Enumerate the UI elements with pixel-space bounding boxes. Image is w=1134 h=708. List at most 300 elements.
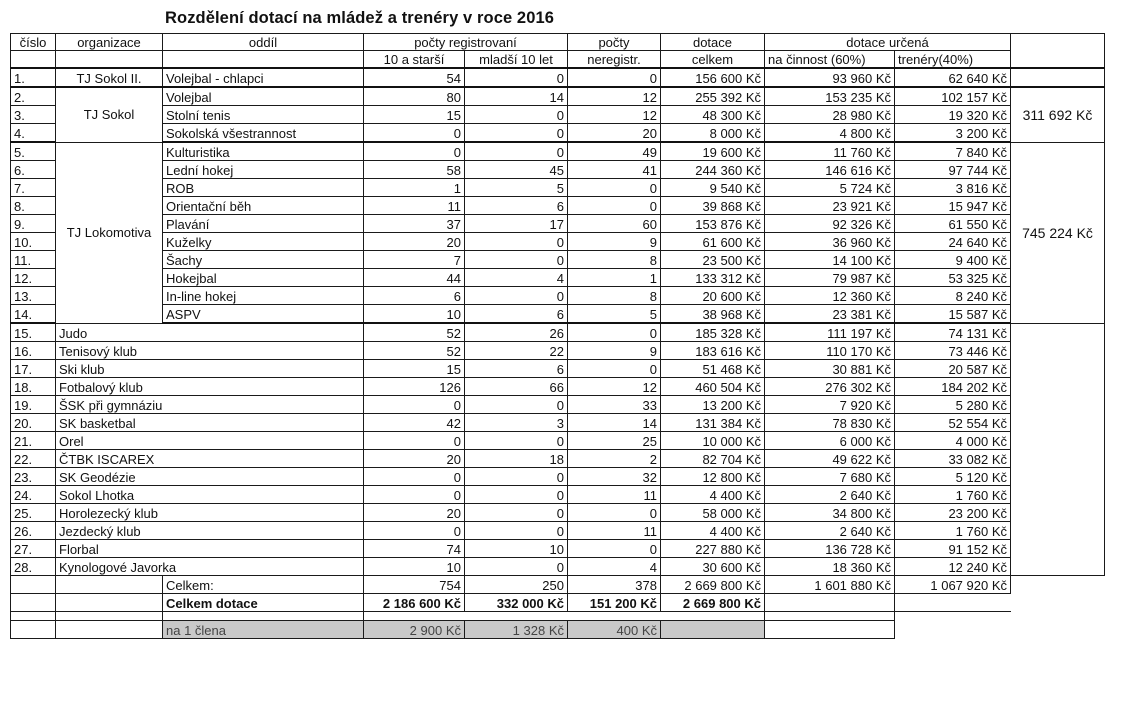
totals-dotace-empty: [56, 594, 163, 612]
row-10-a-starsi: 0: [364, 142, 465, 161]
row-neregistr: 12: [568, 87, 661, 106]
totals-dotace-neregistr: 151 200 Kč: [568, 594, 661, 612]
row-trenery: 3 816 Kč: [895, 179, 1011, 197]
row-na-cinnost: 4 800 Kč: [765, 124, 895, 143]
row-10-a-starsi: 7: [364, 251, 465, 269]
row-trenery: 33 082 Kč: [895, 450, 1011, 468]
row-neregistr: 0: [568, 323, 661, 342]
row-number: 3.: [11, 106, 56, 124]
row-trenery: 19 320 Kč: [895, 106, 1011, 124]
spacer-row: [11, 612, 1105, 621]
table-row: [11, 396, 1105, 414]
row-dotace-celkem: 58 000 Kč: [661, 504, 765, 522]
table-row: [11, 87, 1105, 106]
row-mladsi-10: 0: [465, 233, 568, 251]
row-dotace-celkem: 227 880 Kč: [661, 540, 765, 558]
spacer-cell: [465, 612, 568, 621]
row-club: Ski klub: [56, 360, 364, 378]
row-dotace-celkem: 255 392 Kč: [661, 87, 765, 106]
row-neregistr: 12: [568, 378, 661, 396]
row-dotace-celkem: 244 360 Kč: [661, 161, 765, 179]
row-na-cinnost: 14 100 Kč: [765, 251, 895, 269]
row-neregistr: 5: [568, 305, 661, 324]
per-member-empty: [56, 621, 163, 639]
header-dotace: dotace: [661, 34, 765, 51]
row-10-a-starsi: 15: [364, 360, 465, 378]
row-na-cinnost: 153 235 Kč: [765, 87, 895, 106]
row-dotace-celkem: 4 400 Kč: [661, 522, 765, 540]
row-organization: TJ Sokol II.: [56, 68, 163, 87]
row-dotace-celkem: 8 000 Kč: [661, 124, 765, 143]
row-na-cinnost: 93 960 Kč: [765, 68, 895, 87]
row-na-cinnost: 92 326 Kč: [765, 215, 895, 233]
row-number: 15.: [11, 323, 56, 342]
row-club: Judo: [56, 323, 364, 342]
row-na-cinnost: 7 680 Kč: [765, 468, 895, 486]
row-trenery: 4 000 Kč: [895, 432, 1011, 450]
row-section: Stolní tenis: [163, 106, 364, 124]
row-mladsi-10: 45: [465, 161, 568, 179]
row-dotace-celkem: 133 312 Kč: [661, 269, 765, 287]
header-organizace: organizace: [56, 34, 163, 51]
table-row: [11, 251, 1105, 269]
row-na-cinnost: 276 302 Kč: [765, 378, 895, 396]
row-side-empty: [1011, 414, 1105, 432]
row-na-cinnost: 34 800 Kč: [765, 504, 895, 522]
spacer-cell: [661, 612, 765, 621]
per-member-empty: [1011, 621, 1105, 639]
row-side-empty: [1011, 360, 1105, 378]
row-mladsi-10: 10: [465, 540, 568, 558]
row-neregistr: 0: [568, 540, 661, 558]
row-number: 14.: [11, 305, 56, 324]
spacer-cell: [895, 612, 1011, 621]
row-trenery: 91 152 Kč: [895, 540, 1011, 558]
row-na-cinnost: 7 920 Kč: [765, 396, 895, 414]
totals-dotace-celkem: 2 669 800 Kč: [661, 576, 765, 594]
row-section: ROB: [163, 179, 364, 197]
row-number: 23.: [11, 468, 56, 486]
row-na-cinnost: 11 760 Kč: [765, 142, 895, 161]
totals-dotace-empty: [895, 594, 1011, 612]
table-row: [11, 142, 1105, 161]
row-10-a-starsi: 52: [364, 342, 465, 360]
row-dotace-celkem: 153 876 Kč: [661, 215, 765, 233]
header-sub-empty: [11, 51, 56, 69]
row-dotace-celkem: 185 328 Kč: [661, 323, 765, 342]
table-row: [11, 269, 1105, 287]
totals-dotace-celkem: 2 669 800 Kč: [661, 594, 765, 612]
row-number: 21.: [11, 432, 56, 450]
table-row: [11, 558, 1105, 576]
row-mladsi-10: 17: [465, 215, 568, 233]
row-dotace-celkem: 39 868 Kč: [661, 197, 765, 215]
row-side-empty: [1011, 522, 1105, 540]
row-mladsi-10: 0: [465, 486, 568, 504]
row-neregistr: 41: [568, 161, 661, 179]
row-mladsi-10: 0: [465, 522, 568, 540]
row-10-a-starsi: 80: [364, 87, 465, 106]
row-side-empty: [1011, 486, 1105, 504]
per-member-mladsi-10: 1 328 Kč: [465, 621, 568, 639]
row-section: ASPV: [163, 305, 364, 324]
row-number: 17.: [11, 360, 56, 378]
row-na-cinnost: 36 960 Kč: [765, 233, 895, 251]
row-dotace-celkem: 4 400 Kč: [661, 486, 765, 504]
row-section: Hokejbal: [163, 269, 364, 287]
table-row: [11, 106, 1105, 124]
header-na-cinnost: na činnost (60%): [765, 51, 895, 69]
row-10-a-starsi: 20: [364, 504, 465, 522]
row-section: Lední hokej: [163, 161, 364, 179]
row-section: Šachy: [163, 251, 364, 269]
row-section: In-line hokej: [163, 287, 364, 305]
header-10-a-starsi: 10 a starší: [364, 51, 465, 69]
row-mladsi-10: 0: [465, 287, 568, 305]
totals-na-cinnost: 1 601 880 Kč: [765, 576, 895, 594]
header-row-2: [11, 51, 1105, 69]
row-trenery: 24 640 Kč: [895, 233, 1011, 251]
row-number: 22.: [11, 450, 56, 468]
row-neregistr: 49: [568, 142, 661, 161]
row-neregistr: 4: [568, 558, 661, 576]
row-club: Tenisový klub: [56, 342, 364, 360]
row-na-cinnost: 12 360 Kč: [765, 287, 895, 305]
row-trenery: 1 760 Kč: [895, 522, 1011, 540]
row-neregistr: 9: [568, 342, 661, 360]
row-mladsi-10: 3: [465, 414, 568, 432]
row-dotace-celkem: 20 600 Kč: [661, 287, 765, 305]
table-row: [11, 197, 1105, 215]
row-dotace-celkem: 10 000 Kč: [661, 432, 765, 450]
header-pocty: počty: [568, 34, 661, 51]
row-trenery: 5 120 Kč: [895, 468, 1011, 486]
row-10-a-starsi: 42: [364, 414, 465, 432]
row-10-a-starsi: 15: [364, 106, 465, 124]
row-side-empty: [1011, 468, 1105, 486]
row-10-a-starsi: 37: [364, 215, 465, 233]
row-side-empty: [1011, 540, 1105, 558]
row-mladsi-10: 0: [465, 251, 568, 269]
table-row: [11, 215, 1105, 233]
row-na-cinnost: 111 197 Kč: [765, 323, 895, 342]
row-neregistr: 2: [568, 450, 661, 468]
row-trenery: 15 947 Kč: [895, 197, 1011, 215]
row-10-a-starsi: 58: [364, 161, 465, 179]
row-section: Kuželky: [163, 233, 364, 251]
table-row: [11, 68, 1105, 87]
row-10-a-starsi: 74: [364, 540, 465, 558]
row-club: Kynologové Javorka: [56, 558, 364, 576]
row-dotace-celkem: 156 600 Kč: [661, 68, 765, 87]
per-member-empty: [765, 621, 895, 639]
totals-dotace-empty: [765, 594, 895, 612]
row-trenery: 184 202 Kč: [895, 378, 1011, 396]
table-row: [11, 504, 1105, 522]
row-mladsi-10: 0: [465, 504, 568, 522]
header-empty: [1011, 34, 1105, 51]
row-trenery: 5 280 Kč: [895, 396, 1011, 414]
row-10-a-starsi: 10: [364, 305, 465, 324]
row-mladsi-10: 0: [465, 468, 568, 486]
row-section: Orientační běh: [163, 197, 364, 215]
row-neregistr: 8: [568, 287, 661, 305]
header-oddil: oddíl: [163, 34, 364, 51]
row-10-a-starsi: 20: [364, 450, 465, 468]
row-trenery: 73 446 Kč: [895, 342, 1011, 360]
table-row: [11, 522, 1105, 540]
row-neregistr: 33: [568, 396, 661, 414]
header-sub-empty: [56, 51, 163, 69]
row-trenery: 12 240 Kč: [895, 558, 1011, 576]
header-neregistr: neregistr.: [568, 51, 661, 69]
row-mladsi-10: 0: [465, 124, 568, 143]
row-trenery: 23 200 Kč: [895, 504, 1011, 522]
row-neregistr: 11: [568, 486, 661, 504]
table-row: [11, 124, 1105, 143]
row-trenery: 1 760 Kč: [895, 486, 1011, 504]
row-dotace-celkem: 460 504 Kč: [661, 378, 765, 396]
totals-side-empty: [1011, 576, 1105, 594]
spacer-cell: [765, 612, 895, 621]
row-section: Kulturistika: [163, 142, 364, 161]
row-mladsi-10: 5: [465, 179, 568, 197]
row-club: ČTBK ISCAREX: [56, 450, 364, 468]
row-dotace-celkem: 23 500 Kč: [661, 251, 765, 269]
spacer-cell: [568, 612, 661, 621]
row-trenery: 20 587 Kč: [895, 360, 1011, 378]
row-dotace-celkem: 30 600 Kč: [661, 558, 765, 576]
row-dotace-celkem: 61 600 Kč: [661, 233, 765, 251]
row-number: 9.: [11, 215, 56, 233]
row-mladsi-10: 26: [465, 323, 568, 342]
spacer-cell: [1011, 612, 1105, 621]
row-neregistr: 9: [568, 233, 661, 251]
row-side-empty: [1011, 432, 1105, 450]
row-na-cinnost: 2 640 Kč: [765, 486, 895, 504]
per-member-empty: [895, 621, 1011, 639]
table-row: [11, 414, 1105, 432]
row-number: 18.: [11, 378, 56, 396]
group-sum-sokol: 311 692 Kč: [1011, 87, 1105, 142]
row-10-a-starsi: 0: [364, 522, 465, 540]
row-side-empty: [1011, 378, 1105, 396]
table-row: [11, 287, 1105, 305]
subsidy-table: [10, 33, 1105, 639]
row-na-cinnost: 49 622 Kč: [765, 450, 895, 468]
row-number: 24.: [11, 486, 56, 504]
totals-row: [11, 576, 1105, 594]
table-row: [11, 378, 1105, 396]
row-number: 2.: [11, 87, 56, 106]
row-na-cinnost: 18 360 Kč: [765, 558, 895, 576]
totals-mladsi-10: 250: [465, 576, 568, 594]
row-trenery: 53 325 Kč: [895, 269, 1011, 287]
row-dotace-celkem: 38 968 Kč: [661, 305, 765, 324]
header-cislo: číslo: [11, 34, 56, 51]
row-neregistr: 8: [568, 251, 661, 269]
row-number: 25.: [11, 504, 56, 522]
row-neregistr: 12: [568, 106, 661, 124]
row-10-a-starsi: 0: [364, 396, 465, 414]
row-mladsi-10: 0: [465, 142, 568, 161]
per-member-neregistr: 400 Kč: [568, 621, 661, 639]
row-dotace-celkem: 183 616 Kč: [661, 342, 765, 360]
row-10-a-starsi: 52: [364, 323, 465, 342]
row-trenery: 7 840 Kč: [895, 142, 1011, 161]
row-club: SK basketbal: [56, 414, 364, 432]
per-member-empty: [11, 621, 56, 639]
row-mladsi-10: 0: [465, 432, 568, 450]
row-10-a-starsi: 126: [364, 378, 465, 396]
row-neregistr: 0: [568, 360, 661, 378]
header-row-1: [11, 34, 1105, 51]
per-member-row: [11, 621, 1105, 639]
row-10-a-starsi: 0: [364, 432, 465, 450]
group-organization-lokomotiva: TJ Lokomotiva: [56, 142, 163, 323]
row-neregistr: 11: [568, 522, 661, 540]
page-title: Rozdělení dotací na mládež a trenéry v roce 2016: [165, 9, 555, 27]
row-dotace-celkem: 19 600 Kč: [661, 142, 765, 161]
row-side-empty: [1011, 450, 1105, 468]
row-number: 8.: [11, 197, 56, 215]
row-club: SK Geodézie: [56, 468, 364, 486]
row-na-cinnost: 30 881 Kč: [765, 360, 895, 378]
header-pocty-registrovani: počty registrovaní: [364, 34, 568, 51]
row-mladsi-10: 22: [465, 342, 568, 360]
spacer-cell: [163, 612, 364, 621]
group-organization-sokol: TJ Sokol: [56, 87, 163, 142]
row-dotace-celkem: 82 704 Kč: [661, 450, 765, 468]
totals-dotace-side-empty: [1011, 594, 1105, 612]
totals-neregistr: 378: [568, 576, 661, 594]
row-mladsi-10: 6: [465, 305, 568, 324]
row-neregistr: 0: [568, 197, 661, 215]
row-mladsi-10: 66: [465, 378, 568, 396]
row-number: 20.: [11, 414, 56, 432]
table-row: [11, 450, 1105, 468]
totals-empty: [11, 576, 56, 594]
totals-dotace-mladsi-10: 332 000 Kč: [465, 594, 568, 612]
row-number: 13.: [11, 287, 56, 305]
header-celkem: celkem: [661, 51, 765, 69]
header-trenery: trenéry(40%): [895, 51, 1011, 69]
row-neregistr: 32: [568, 468, 661, 486]
row-10-a-starsi: 0: [364, 486, 465, 504]
row-dotace-celkem: 13 200 Kč: [661, 396, 765, 414]
row-na-cinnost: 78 830 Kč: [765, 414, 895, 432]
row-club: ŠSK při gymnáziu: [56, 396, 364, 414]
row-trenery: 9 400 Kč: [895, 251, 1011, 269]
row-trenery: 102 157 Kč: [895, 87, 1011, 106]
row-mladsi-10: 14: [465, 87, 568, 106]
row-10-a-starsi: 54: [364, 68, 465, 87]
row-club: Horolezecký klub: [56, 504, 364, 522]
totals-10-a-starsi: 754: [364, 576, 465, 594]
row-10-a-starsi: 44: [364, 269, 465, 287]
totals-empty: [56, 576, 163, 594]
row-neregistr: 20: [568, 124, 661, 143]
row-na-cinnost: 23 381 Kč: [765, 305, 895, 324]
row-number: 16.: [11, 342, 56, 360]
row-club: Fotbalový klub: [56, 378, 364, 396]
row-group-sum-empty: [1011, 68, 1105, 87]
row-na-cinnost: 136 728 Kč: [765, 540, 895, 558]
spacer-cell: [11, 612, 56, 621]
row-na-cinnost: 146 616 Kč: [765, 161, 895, 179]
row-10-a-starsi: 1: [364, 179, 465, 197]
row-neregistr: 0: [568, 68, 661, 87]
row-number: 1.: [11, 68, 56, 87]
table-row: [11, 323, 1105, 342]
row-na-cinnost: 79 987 Kč: [765, 269, 895, 287]
row-number: 6.: [11, 161, 56, 179]
row-number: 27.: [11, 540, 56, 558]
row-mladsi-10: 0: [465, 558, 568, 576]
header-sub-empty: [1011, 51, 1105, 69]
row-na-cinnost: 5 724 Kč: [765, 179, 895, 197]
row-number: 11.: [11, 251, 56, 269]
row-trenery: 52 554 Kč: [895, 414, 1011, 432]
row-section: Plavání: [163, 215, 364, 233]
row-section: Volejbal: [163, 87, 364, 106]
row-na-cinnost: 23 921 Kč: [765, 197, 895, 215]
row-number: 19.: [11, 396, 56, 414]
row-mladsi-10: 6: [465, 360, 568, 378]
totals-dotace-label: Celkem dotace: [163, 594, 364, 612]
row-na-cinnost: 2 640 Kč: [765, 522, 895, 540]
row-club: Florbal: [56, 540, 364, 558]
row-club: Orel: [56, 432, 364, 450]
totals-dotace-row: [11, 594, 1105, 612]
row-10-a-starsi: 11: [364, 197, 465, 215]
group-sum-lokomotiva: 745 224 Kč: [1011, 142, 1105, 323]
row-dotace-celkem: 131 384 Kč: [661, 414, 765, 432]
row-10-a-starsi: 20: [364, 233, 465, 251]
per-member-empty: [661, 621, 765, 639]
row-mladsi-10: 0: [465, 68, 568, 87]
row-na-cinnost: 110 170 Kč: [765, 342, 895, 360]
spacer-cell: [364, 612, 465, 621]
row-na-cinnost: 6 000 Kč: [765, 432, 895, 450]
totals-label: Celkem:: [163, 576, 364, 594]
row-mladsi-10: 18: [465, 450, 568, 468]
table-row: [11, 305, 1105, 324]
row-10-a-starsi: 0: [364, 468, 465, 486]
header-sub-empty: [163, 51, 364, 69]
row-dotace-celkem: 48 300 Kč: [661, 106, 765, 124]
row-club: Sokol Lhotka: [56, 486, 364, 504]
header-dotace-urcena: dotace určená: [765, 34, 1011, 51]
row-number: 12.: [11, 269, 56, 287]
row-trenery: 8 240 Kč: [895, 287, 1011, 305]
totals-trenery: 1 067 920 Kč: [895, 576, 1011, 594]
table-row: [11, 360, 1105, 378]
row-trenery: 74 131 Kč: [895, 323, 1011, 342]
row-side-empty: [1011, 342, 1105, 360]
row-trenery: 15 587 Kč: [895, 305, 1011, 324]
row-neregistr: 1: [568, 269, 661, 287]
per-member-10-a-starsi: 2 900 Kč: [364, 621, 465, 639]
row-mladsi-10: 0: [465, 396, 568, 414]
row-side-empty: [1011, 504, 1105, 522]
row-10-a-starsi: 10: [364, 558, 465, 576]
row-neregistr: 0: [568, 504, 661, 522]
row-neregistr: 0: [568, 179, 661, 197]
row-club: Jezdecký klub: [56, 522, 364, 540]
row-number: 7.: [11, 179, 56, 197]
row-mladsi-10: 6: [465, 197, 568, 215]
